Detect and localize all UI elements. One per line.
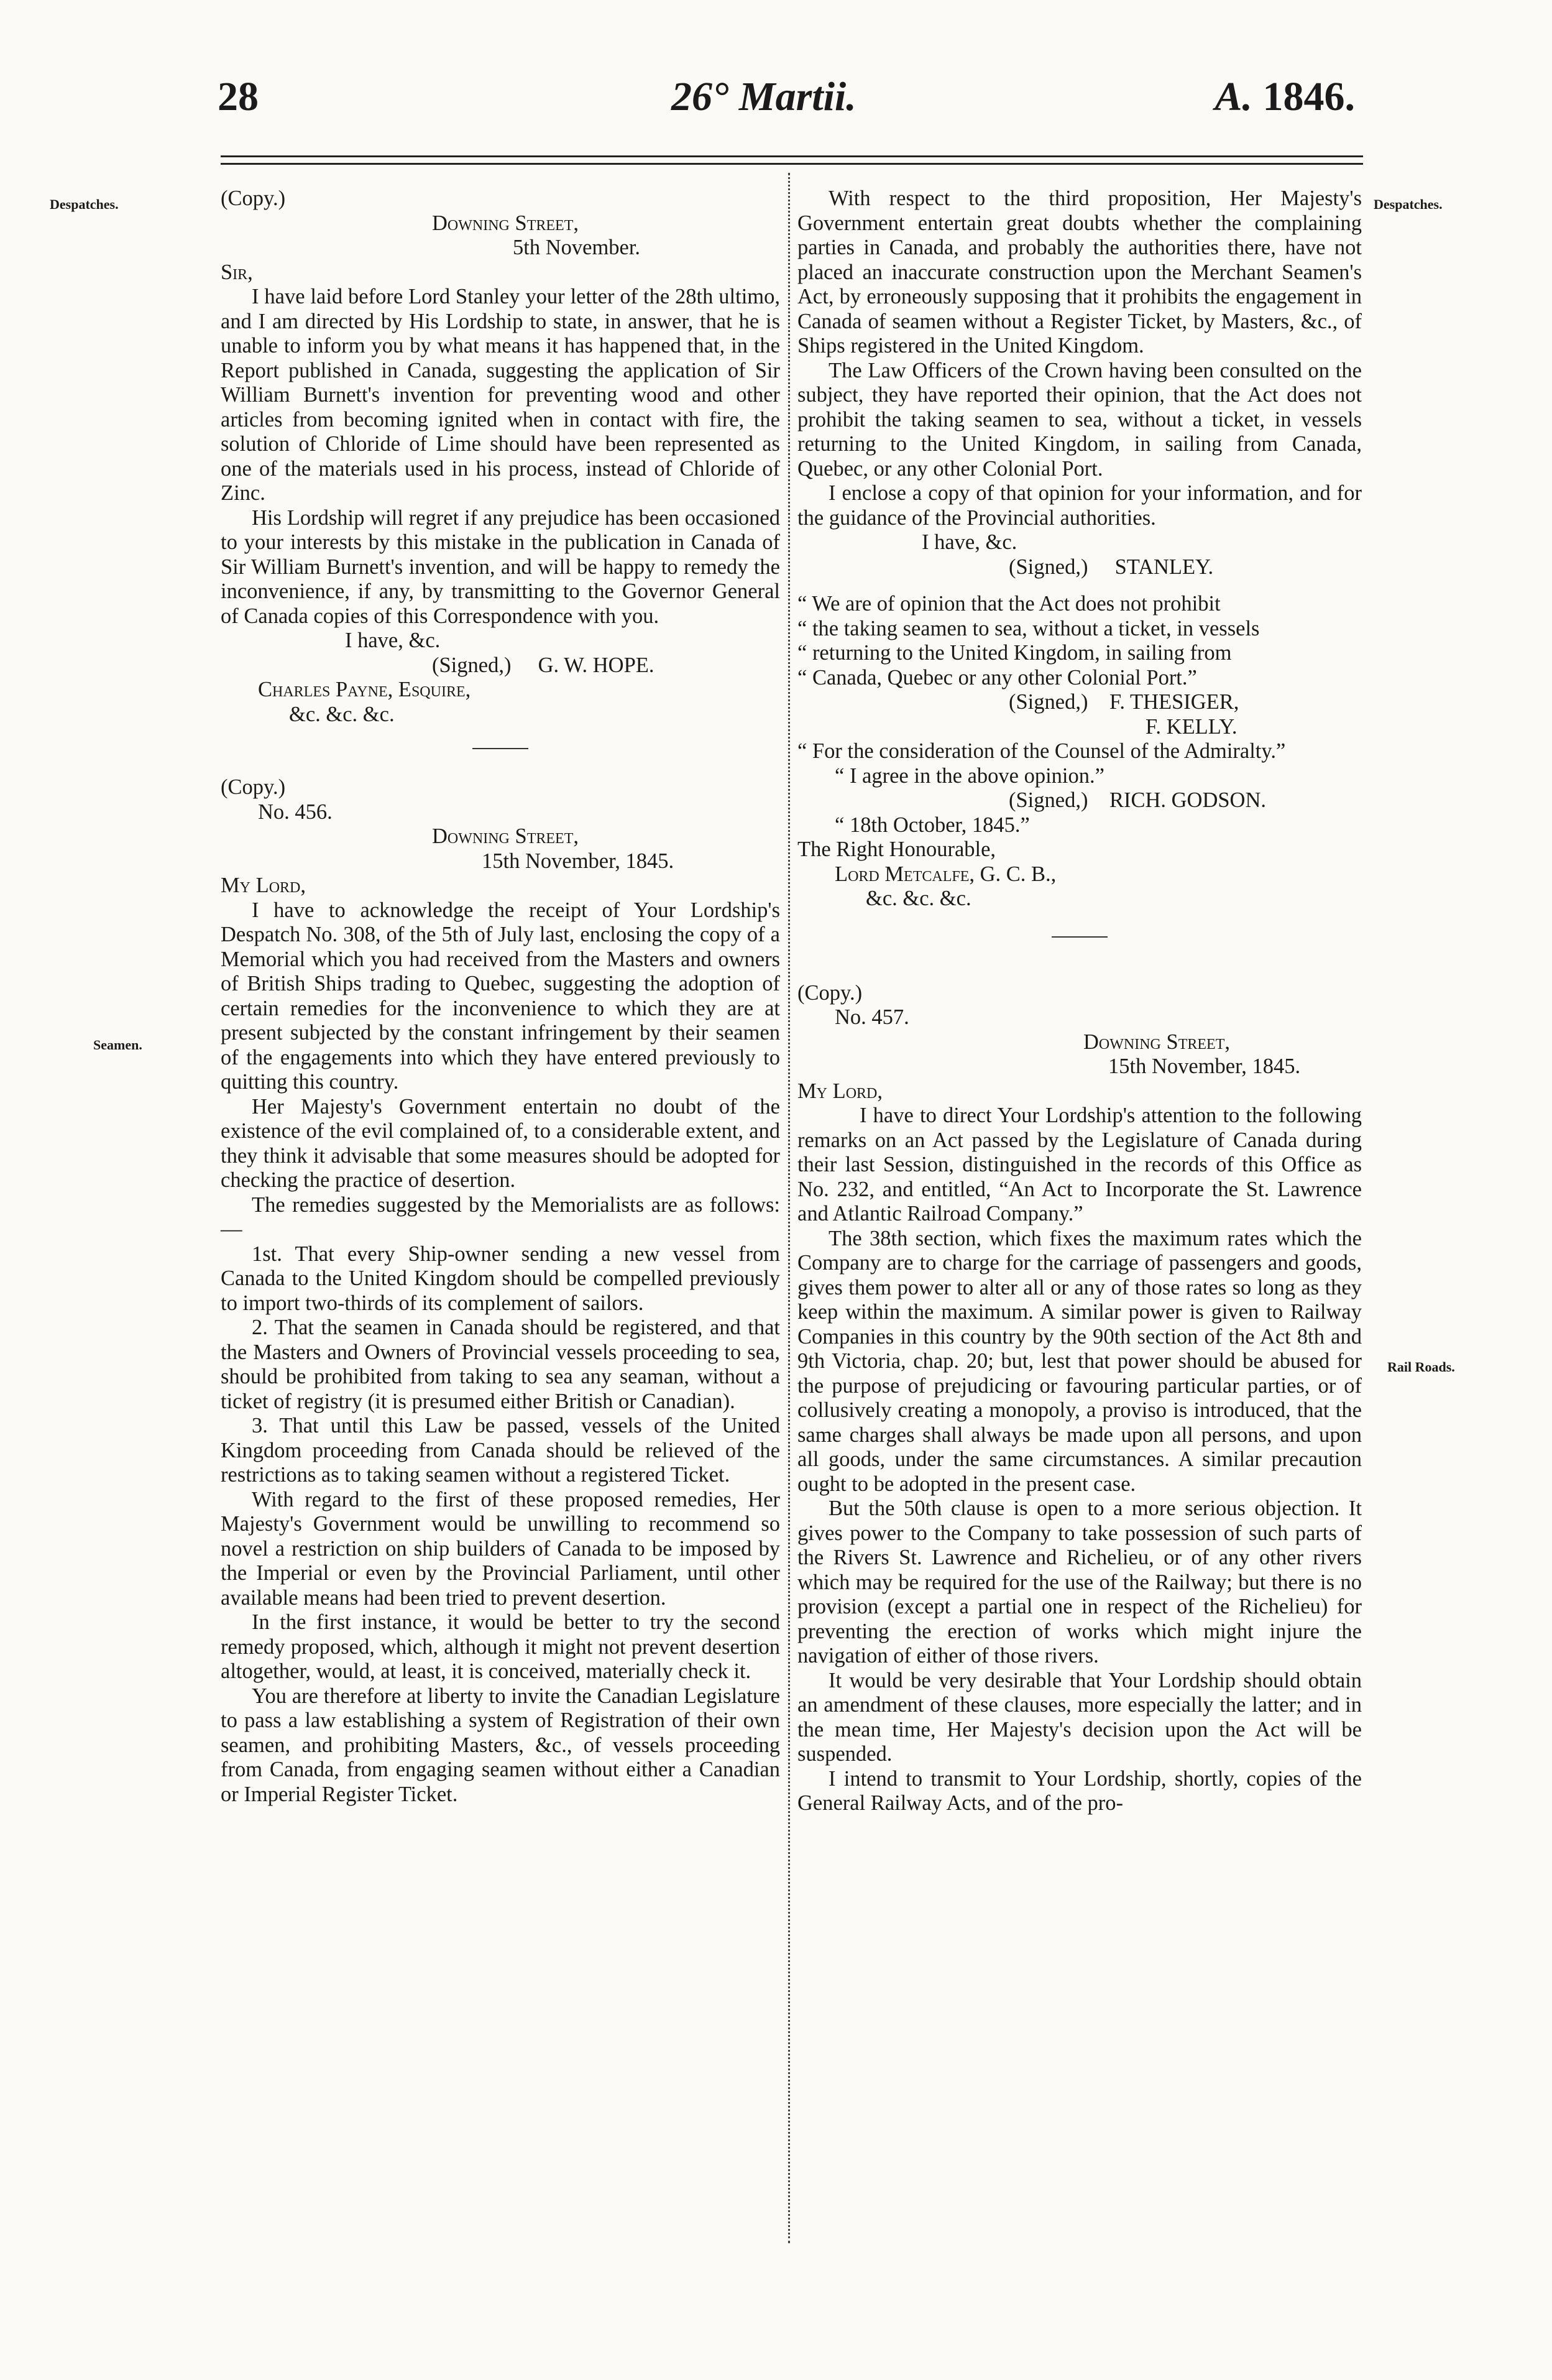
copy-label: (Copy.) [221, 187, 286, 210]
letter-date: 15th November, 1845. [1108, 1054, 1301, 1078]
letter-paragraph: You are therefore at liberty to invite the Canadian Legislature to pass a law establishing a system of Registration of their own seamen, and prohibiting Masters, &c., of vessels proceeding from Canada, from engaging seamen without either a Canadian or Imperial Register Ticket. [221, 1684, 780, 1806]
header-rule-bottom [221, 163, 1363, 165]
column-divider [788, 173, 790, 2243]
opinion-quote: “ For the consideration of the Counsel of the Admiralty.” [797, 739, 1286, 763]
letter-date: 5th November. [513, 236, 641, 259]
letter-paragraph: 2. That the seamen in Canada should be registered, and that the Masters and Owners of Provincial vessels proceeding to sea, should be prohibited from taking to sea any seaman, without a ticket of registry (it is presumed either British or Canadian). [221, 1316, 780, 1413]
letter-paragraph: The remedies suggested by the Memorialists are as follows:— [221, 1192, 780, 1241]
copy-label: (Copy.) [221, 775, 286, 799]
right-column [797, 187, 1362, 1816]
signer-name: F. THESIGER, [1109, 690, 1239, 714]
section-separator [1052, 936, 1108, 938]
header-rule-top [221, 155, 1363, 157]
despatch-number: No. 457. [835, 1005, 909, 1029]
letter-paragraph: With respect to the third proposition, Her Majesty's Government entertain great doubts whether the complaining parties in Canada, and probably the authorities there, have not placed an inaccurate construction upon the Merchant Seamen's Act, by erroneously supposing that it prohibits the engagement in Canada of seamen without a Register Ticket, by Masters, &c., of Ships registered in the United Kingdom. [797, 187, 1362, 357]
margin-note-rail-roads: Rail Roads. [1387, 1359, 1455, 1375]
header-year-a: A. [1215, 74, 1252, 119]
signed-label: (Signed,) [1009, 788, 1088, 812]
signer-name: STANLEY. [1114, 555, 1214, 579]
salutation: Sir, [221, 260, 253, 284]
letter-paragraph: The 38th section, which fixes the maximum rates which the Company are to charge for the carriage of passengers and goods, gives them power to alter all or any of those rates so long as they keep within the maximum. A similar power is given to Railway Companies in this country by the 90th section of the Act 8th and 9th Victoria, chap. 20; but, lest that power should be abused for the purpose of prejudicing or favouring particular parties, or of collusively creating a monopoly, a proviso is introduced, that the same charges shall always be made upon all persons, and upon all goods, under the same circumstances. A similar precaution ought to be adopted in the present case. [797, 1226, 1362, 1496]
letter-paragraph: But the 50th clause is open to a more serious objection. It gives power to the Company to take possession of such parts of the Rivers St. Lawrence and Richelieu, or of any other rivers which may be required for the use of the Railway; but there is no provision (except a partial one in respect of the Richelieu) for preventing the erection of works which might injure the navigation of either of those rivers. [797, 1497, 1362, 1667]
opinion-quote: “ I agree in the above opinion.” [835, 763, 1104, 788]
salutation: My Lord, [221, 874, 306, 897]
salutation: My Lord, [797, 1079, 883, 1103]
signature-line [797, 788, 1362, 813]
letter-paragraph: His Lordship will regret if any prejudice has been occasioned to your interests by this mistake in the publication in Canada of Sir William Burnett's invention, and will be happy to remedy the inconvenience, if any, by transmitting to the Governor General of Canada copies of this Correspondence with you. [221, 505, 780, 628]
signed-label: (Signed,) [1009, 690, 1088, 714]
addressee: The Right Honourable, [797, 837, 996, 861]
opinion-quote: “ Canada, Quebec or any other Colonial Port.” [797, 665, 1197, 690]
spacer [797, 579, 1362, 592]
letter-paragraph: I enclose a copy of that opinion for your information, and for the guidance of the Provincial authorities. [797, 481, 1362, 530]
signature-line [797, 690, 1362, 715]
margin-note-despatches-right: Despatches. [1374, 196, 1443, 212]
header-year [1215, 73, 1355, 121]
closing: I have, &c. [922, 530, 1017, 554]
address-line: Downing Street, [432, 824, 579, 848]
opinion-quote: “ the taking seamen to sea, without a ticket, in vessels [797, 616, 1260, 640]
letter-paragraph: It would be very desirable that Your Lordship should obtain an amendment of these clauses, more especially the latter; and in the mean time, Her Majesty's decision upon the Act will be suspended. [797, 1668, 1362, 1766]
page-number: 28 [218, 74, 259, 119]
addressee: Lord Metcalfe, G. C. B., [835, 862, 1057, 886]
signed-label: (Signed,) [432, 653, 512, 677]
opinion-quote: “ We are of opinion that the Act does not prohibit [797, 592, 1221, 616]
page-header [186, 73, 1355, 129]
opinion-quote: “ returning to the United Kingdom, in sailing from [797, 641, 1232, 665]
signer-name: F. KELLY. [1146, 714, 1237, 739]
address-line: Downing Street, [1083, 1030, 1230, 1054]
letter-paragraph: I have to acknowledge the receipt of Your Lordship's Despatch No. 308, of the 5th of July last, enclosing the copy of a Memorial which you had received from the Masters and owners of British Ships trading to Quebec, suggesting the adoption of certain remedies for the inconvenience to which they are at present subjected by the constant infringement by their seamen of the engagements into which they have entered previously to quitting this country. [221, 898, 780, 1094]
letter-paragraph: I intend to transmit to Your Lordship, shortly, copies of the General Railway Acts, and of the pro- [797, 1766, 1362, 1815]
letter-paragraph: With regard to the first of these proposed remedies, Her Majesty's Government would be unwilling to recommend so novel a restriction on ship builders of Canada to be imposed by the Imperial or even by the Provincial Parliament, until other available means had been tried to prevent desertion. [221, 1487, 780, 1610]
section-separator [472, 748, 528, 749]
opinion-date: “ 18th October, 1845.” [835, 813, 1030, 837]
signature-line [221, 653, 780, 678]
signer-name: G. W. HOPE. [538, 653, 654, 677]
addressee-etc: &c. &c. &c. [866, 887, 971, 910]
letter-paragraph: Her Majesty's Government entertain no doubt of the existence of the evil complained of, to a considerable extent, and they think it advisable that some measures should be adopted for checking the practice of desertion. [221, 1094, 780, 1192]
addressee: Charles Payne, Esquire, [258, 678, 471, 701]
letter-paragraph: In the first instance, it would be better to try the second remedy proposed, which, although it might not prevent desertion altogether, would, at least, it is conceived, materially check it. [221, 1610, 780, 1683]
letter-date: 15th November, 1845. [482, 849, 674, 873]
addressee-etc: &c. &c. &c. [289, 702, 395, 726]
header-year-number: 1846. [1262, 74, 1355, 119]
header-date: 26° Martii. [671, 74, 856, 119]
left-column [221, 187, 780, 1807]
letter-paragraph: I have to direct Your Lordship's attention to the following remarks on an Act passed by the Legislature of Canada during their last Session, distinguished in the records of this Office as No. 232, and entitled, “An Act to Incorporate the St. Lawrence and Atlantic Railroad Company.” [797, 1104, 1362, 1225]
despatch-number: No. 456. [258, 800, 333, 824]
margin-note-despatches-left: Despatches. [50, 196, 119, 212]
address-line: Downing Street, [432, 211, 579, 235]
signature-line [797, 555, 1362, 580]
letter-paragraph: 1st. That every Ship-owner sending a new vessel from Canada to the United Kingdom should be compelled previously to import two-thirds of its complement of sailors. [221, 1242, 780, 1315]
closing: I have, &c. [345, 629, 441, 652]
letter-paragraph: I have laid before Lord Stanley your letter of the 28th ultimo, and I am directed by His Lordship to state, in answer, that he is unable to inform you by what means it has happened that, in the Report published in Canada, suggesting the application of Sir William Burnett's invention for preventing wood and other articles from becoming ignited when in contact with fire, the solution of Chloride of Lime should have been represented as one of the materials used in his process, instead of Chloride of Zinc. [221, 285, 780, 505]
letter-paragraph: 3. That until this Law be passed, vessels of the United Kingdom proceeding from Canada should be relieved of the restrictions as to taking seamen without a registered Ticket. [221, 1414, 780, 1487]
signer-name: RICH. GODSON. [1109, 788, 1267, 812]
signed-label: (Signed,) [1009, 555, 1088, 579]
letter-paragraph: The Law Officers of the Crown having been consulted on the subject, they have reported their opinion, that the Act does not prohibit the taking seamen to sea, without a ticket, in vessels returning to the United Kingdom, in sailing from Canada, Quebec, or any other Colonial Port. [797, 358, 1362, 481]
copy-label: (Copy.) [797, 980, 863, 1005]
margin-note-seamen: Seamen. [93, 1037, 142, 1053]
